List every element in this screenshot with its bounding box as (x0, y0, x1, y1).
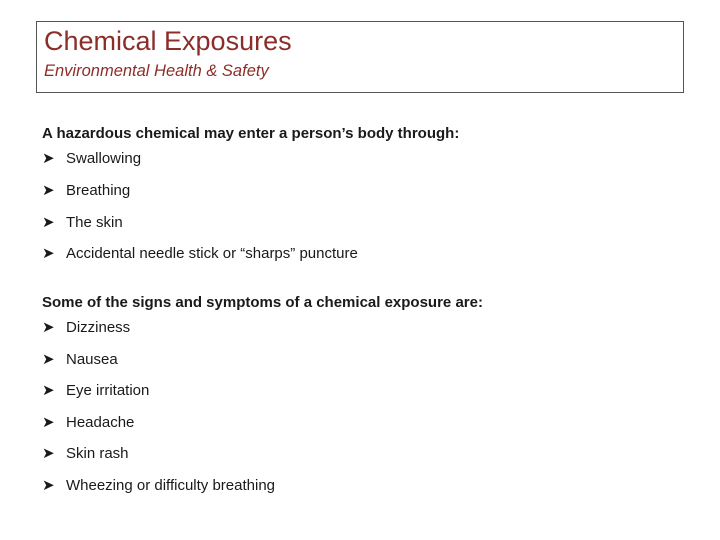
page-title: Chemical Exposures (44, 26, 292, 56)
list-item (42, 350, 682, 370)
arrowhead-bullet-icon: ➤ (42, 445, 55, 463)
list-item-text: Accidental needle stick or “sharps” puncture (66, 245, 358, 263)
list-item (42, 476, 682, 496)
arrowhead-bullet-icon: ➤ (42, 213, 55, 231)
list-item-text: Headache (66, 413, 135, 431)
list-item-text: Swallowing (66, 150, 142, 167)
entry-routes-section (42, 124, 682, 276)
symptoms-section (42, 293, 682, 508)
arrowhead-bullet-icon: ➤ (42, 319, 55, 336)
list-item (42, 244, 682, 264)
list-item-text: Nausea (66, 350, 118, 368)
list-item (42, 213, 682, 233)
list-item (42, 181, 682, 201)
title-box (36, 21, 684, 93)
list-item (42, 149, 682, 169)
arrowhead-bullet-icon: ➤ (42, 245, 55, 263)
list-item (42, 444, 682, 464)
bullet-list (42, 149, 682, 264)
list-item (42, 381, 682, 401)
page-subtitle: Environmental Health & Safety (44, 62, 269, 80)
list-item-text: Eye irritation (66, 382, 150, 400)
arrowhead-bullet-icon: ➤ (42, 413, 55, 431)
list-item-text: The skin (66, 213, 123, 231)
list-item (42, 413, 682, 433)
list-item-text: Dizziness (66, 319, 131, 336)
list-item-text: Skin rash (66, 445, 129, 463)
arrowhead-bullet-icon: ➤ (42, 476, 55, 494)
section-heading: Some of the signs and symptoms of a chemical exposure are: (42, 294, 483, 311)
arrowhead-bullet-icon: ➤ (42, 150, 55, 167)
arrowhead-bullet-icon: ➤ (42, 382, 55, 400)
section-heading: A hazardous chemical may enter a person’s body through: (42, 125, 460, 142)
arrowhead-bullet-icon: ➤ (42, 181, 55, 199)
list-item (42, 318, 682, 338)
arrowhead-bullet-icon: ➤ (42, 350, 55, 368)
list-item-text: Breathing (66, 181, 131, 199)
bullet-list (42, 318, 682, 496)
list-item-text: Wheezing or difficulty breathing (66, 476, 276, 494)
